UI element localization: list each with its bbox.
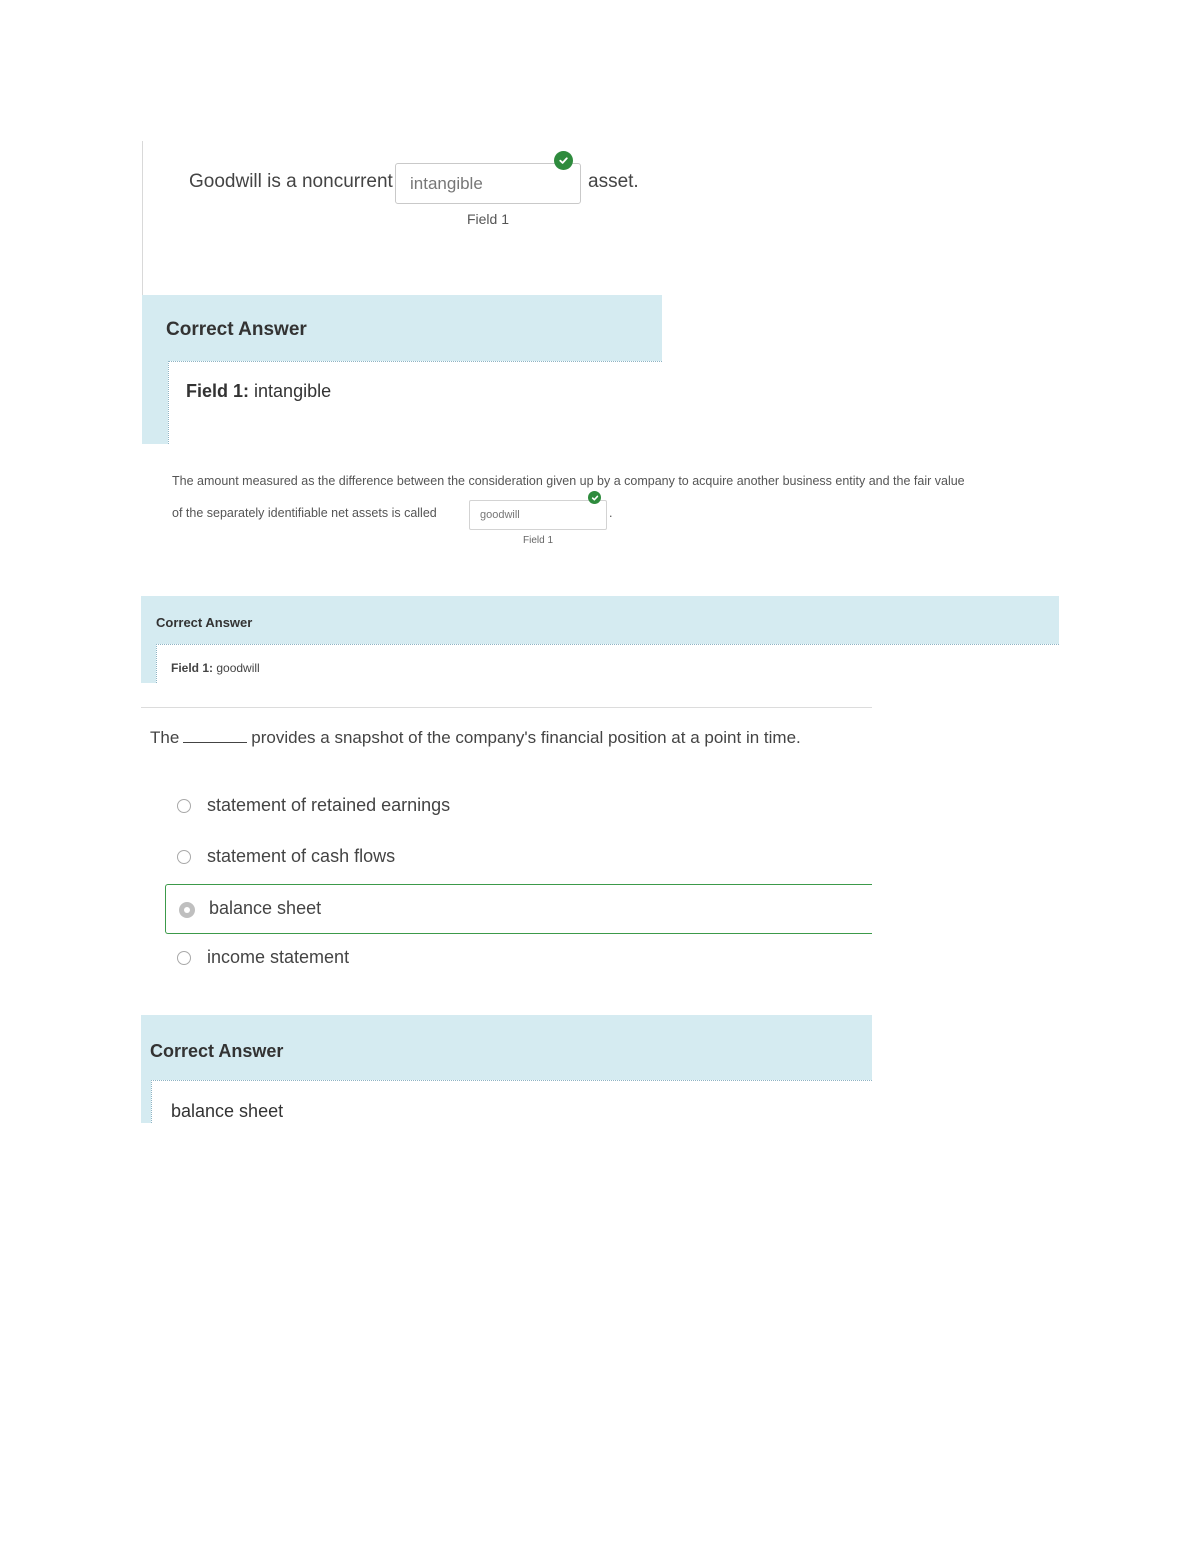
question-2-field-label: Field 1	[522, 535, 553, 544]
option-label: statement of cash flows	[207, 846, 396, 866]
question-1-field-label: Field 1	[466, 211, 510, 227]
option-statement-of-retained-earnings[interactable]	[165, 782, 872, 832]
question-2-text-line-2: of the separately identifiable net assets is called	[172, 506, 437, 520]
question-3-prompt	[150, 728, 801, 748]
question-3-text-before: The	[150, 728, 180, 747]
option-label: balance sheet	[209, 898, 322, 918]
radio-button[interactable]	[177, 850, 191, 864]
question-1-field-1-input[interactable]	[395, 163, 581, 204]
correct-check-icon	[588, 491, 601, 504]
correct-answer-title: Correct Answer	[156, 615, 253, 630]
question-2-text-line-1: The amount measured as the difference between the consideration given up by a company to acquire another business entity and the fair value	[172, 474, 965, 488]
question-3-correct-answer-panel	[141, 1015, 872, 1123]
correct-answer-box	[156, 644, 1059, 683]
correct-answer-value: goodwill	[216, 661, 260, 675]
question-divider	[141, 707, 872, 708]
question-2-text-after: .	[609, 506, 613, 520]
correct-answer-box	[168, 361, 662, 444]
correct-answer-side-bar	[141, 1080, 151, 1123]
question-1-correct-answer-panel	[142, 295, 662, 444]
radio-button[interactable]	[177, 951, 191, 965]
correct-answer-value: intangible	[254, 381, 332, 401]
correct-answer-title: Correct Answer	[166, 319, 307, 340]
radio-button[interactable]	[177, 799, 191, 813]
correct-check-icon	[554, 151, 573, 170]
correct-answer-field-label: Field 1:	[171, 661, 214, 675]
question-3-blank	[183, 728, 247, 743]
option-label: income statement	[207, 947, 350, 967]
question-1-text-before: Goodwill is a noncurrent	[189, 171, 393, 192]
question-2-correct-answer-panel	[141, 596, 1059, 683]
correct-answer-header-band	[141, 596, 1059, 644]
question-3-text-after: provides a snapshot of the company's financial position at a point in time.	[251, 728, 801, 747]
correct-answer-title: Correct Answer	[150, 1041, 284, 1061]
correct-answer-side-bar	[142, 361, 168, 444]
option-balance-sheet[interactable]	[165, 884, 872, 934]
question-2-field-1-input[interactable]	[469, 500, 607, 530]
correct-answer-text	[171, 661, 260, 675]
question-1-text-after: asset.	[588, 171, 639, 192]
option-income-statement[interactable]	[165, 934, 872, 984]
correct-answer-text	[186, 381, 331, 402]
correct-answer-field-label: Field 1:	[186, 381, 250, 401]
option-statement-of-cash-flows[interactable]	[165, 833, 872, 883]
option-label: statement of retained earnings	[207, 795, 451, 815]
correct-answer-side-bar	[141, 644, 156, 683]
radio-button-selected[interactable]	[179, 902, 195, 918]
correct-answer-value: balance sheet	[171, 1101, 284, 1121]
